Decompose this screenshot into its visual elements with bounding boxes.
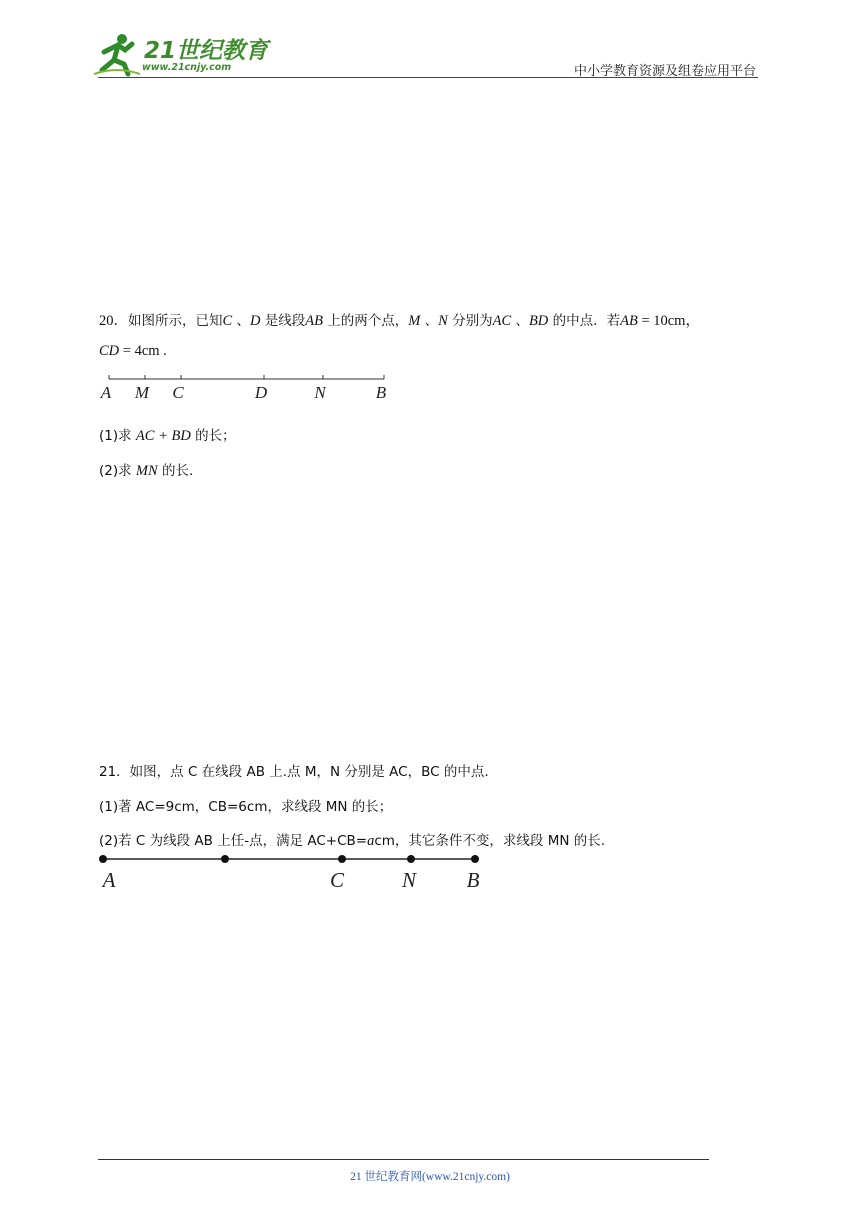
q20-text: 的中点．若 (548, 313, 621, 329)
point-n (407, 855, 415, 863)
point-label-d: D (254, 383, 268, 402)
point-label-n: N (314, 383, 326, 402)
point-label-c: C (329, 868, 345, 892)
part2-suffix: 的长. (157, 463, 194, 479)
point-label-a: A (102, 868, 116, 892)
point-label-m: M (134, 383, 150, 402)
part1-suffix: 的长； (190, 428, 236, 444)
var-d: D (249, 313, 261, 329)
var-n: N (438, 313, 448, 329)
part2-prefix: (2)求 (99, 463, 136, 479)
q20-line2 (99, 343, 167, 360)
var-ab: AB (620, 313, 638, 329)
q20-text: 、 (511, 313, 529, 329)
var-c: C (222, 313, 233, 329)
footer-divider (98, 1159, 709, 1160)
part2-expr: MN (135, 463, 158, 479)
point-c (338, 855, 346, 863)
q20-text: 分别为 (447, 313, 493, 329)
var-m: M (408, 313, 421, 329)
q20-equation: = 4cm . (119, 343, 167, 359)
point-label-a: A (100, 383, 112, 402)
q20-number: 20． (99, 313, 128, 329)
q21-text: (2)若 C 为线段 AB 上任-点，满足 AC+CB= (99, 833, 368, 849)
q20-text: 上的两个点， (322, 313, 409, 329)
point-b (471, 855, 479, 863)
q20-part2 (99, 459, 193, 480)
var-a: a (367, 833, 375, 849)
var-ac: AC (492, 313, 512, 329)
runner-icon (92, 30, 142, 80)
var-bd: BD (528, 313, 549, 329)
header-divider (98, 77, 758, 78)
q21-text: cm，其它条件不变，求线段 MN 的长. (374, 833, 606, 849)
q20-text: 、 (420, 313, 439, 329)
header-tagline: 中小学教育资源及组卷应用平台 (573, 64, 756, 79)
q20-equation: = 10cm， (637, 313, 700, 329)
logo (92, 30, 269, 80)
q21-line3 (99, 829, 605, 850)
logo-url: www.21cnjy.com (142, 62, 232, 73)
part1-prefix: (1)求 (99, 428, 136, 444)
point-a (99, 855, 107, 863)
point-label-b: B (375, 383, 387, 402)
q20-text: 、 (232, 313, 250, 329)
point-label-n: N (401, 868, 417, 892)
part1-expr: AC + BD (135, 428, 191, 444)
footer-text: 21 世纪教育网(www.21cnjy.com) (350, 1171, 510, 1183)
q20-text: 是线段 (260, 313, 306, 329)
q20-figure (96, 370, 396, 404)
point-m (221, 855, 229, 863)
q21-line2: (1)著 AC=9cm，CB=6cm，求线段 MN 的长； (99, 799, 393, 815)
q20-text: 如图所示，已知 (128, 313, 223, 329)
var-ab: AB (305, 313, 323, 329)
point-label-c: C (172, 383, 184, 402)
q20-part1 (99, 424, 236, 445)
q21-line1: 21．如图，点 C 在线段 AB 上.点 M，N 分别是 AC，BC 的中点. (99, 764, 489, 780)
logo-text: 21世纪教育 (144, 38, 269, 64)
q21-figure (96, 850, 496, 892)
var-cd: CD (99, 343, 120, 359)
q20-line1 (99, 309, 700, 330)
point-label-b: B (466, 868, 480, 892)
